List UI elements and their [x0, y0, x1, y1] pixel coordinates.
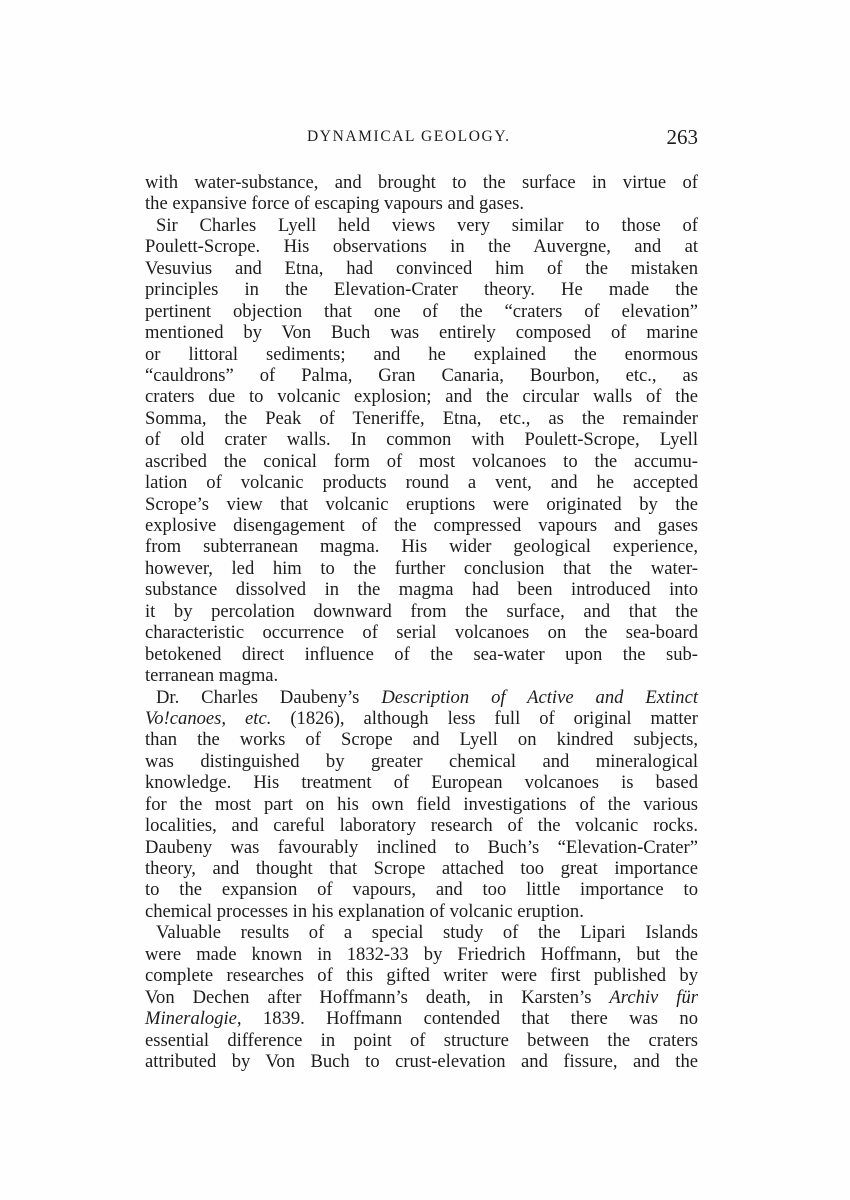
text-line: [145, 408, 698, 429]
text-segment: was distinguished by greater chemical and mineralogical: [145, 750, 698, 772]
text-segment: terranean magma.: [145, 665, 279, 687]
text-segment: chemical processes in his explanation of volcanic eruption.: [145, 900, 584, 922]
running-title: DYNAMICAL GEOLOGY.: [307, 128, 511, 145]
italic-title: Mineralogie: [145, 1008, 237, 1030]
text-segment: mentioned by Von Buch was entirely composed of marine: [145, 322, 698, 344]
text-segment: explosive disengagement of the compressed vapours and gases: [145, 515, 698, 536]
running-head: [145, 126, 698, 148]
text-line: [145, 236, 698, 257]
text-line: [145, 536, 698, 557]
text-line: [145, 1051, 698, 1072]
text-segment: from subterranean magma. His wider geological experience,: [145, 536, 698, 558]
text-line: [145, 301, 698, 322]
text-line: [145, 1008, 698, 1029]
text-line: [145, 494, 698, 515]
text-segment: complete researches of this gifted writer were first published by: [145, 965, 698, 987]
text-line: [145, 601, 698, 622]
text-line: [145, 794, 698, 815]
text-segment: Valuable results of a special study of the Lipari Islands: [156, 922, 698, 944]
text-line: [145, 365, 698, 386]
paragraph-first-line: [145, 687, 698, 708]
text-line: [145, 987, 698, 1008]
text-segment: substance dissolved in the magma had been introduced into: [145, 579, 698, 601]
text-line: [145, 729, 698, 750]
text-line: [145, 193, 698, 214]
text-line: [145, 258, 698, 279]
text-segment: with water-substance, and brought to the surface in virtue of: [145, 172, 698, 193]
text-line: [145, 1030, 698, 1051]
text-line: [145, 386, 698, 407]
text-line: [145, 172, 698, 193]
text-segment: theory, and thought that Scrope attached too great importance: [145, 858, 698, 879]
text-line: [145, 451, 698, 472]
italic-title: Archiv für: [609, 986, 698, 1008]
text-segment: Daubeny was favourably inclined to Buch’s “Elevation-Crater”: [145, 836, 698, 858]
page-number: 263: [666, 125, 698, 149]
text-line: [145, 879, 698, 900]
text-segment: Vesuvius and Etna, had convinced him of the mistaken: [145, 257, 698, 279]
text-segment: essential difference in point of structure between the craters: [145, 1029, 698, 1051]
text-segment: Scrope’s view that volcanic eruptions were originated by the: [145, 493, 698, 515]
text-line: [145, 622, 698, 643]
text-segment: to the expansion of vapours, and too little importance to: [145, 879, 698, 901]
text-line: [145, 965, 698, 986]
text-line: [145, 322, 698, 343]
text-segment: localities, and careful laboratory research of the volcanic rocks.: [145, 815, 698, 837]
text-line: [145, 665, 698, 686]
text-segment: “cauldrons” of Palma, Gran Canaria, Bourbon, etc., as: [145, 364, 698, 386]
text-segment: Von Dechen after Hoffmann’s death, in Karsten’s: [145, 986, 610, 1008]
text-segment: or littoral sediments; and he explained the enormous: [145, 343, 698, 365]
text-segment: than the works of Scrope and Lyell on kindred subjects,: [145, 729, 698, 751]
text-segment: craters due to volcanic explosion; and the circular walls of the: [145, 386, 698, 408]
text-line: [145, 644, 698, 665]
text-segment: , 1839. Hoffmann contended that there was no: [236, 1008, 698, 1030]
text-segment: (1826), although less full of original matter: [271, 707, 698, 729]
text-line: [145, 944, 698, 965]
text-segment: for the most part on his own field investigations of the various: [145, 793, 698, 815]
text-line: [145, 472, 698, 493]
text-segment: principles in the Elevation-Crater theory. He made the: [145, 279, 698, 301]
text-line: [145, 558, 698, 579]
text-segment: pertinent objection that one of the “craters of elevation”: [145, 300, 698, 322]
text-line: [145, 515, 698, 536]
text-segment: knowledge. His treatment of European volcanoes is based: [145, 772, 698, 794]
text-line: [145, 708, 698, 729]
text-line: [145, 858, 698, 879]
text-segment: attributed by Von Buch to crust-elevation and fissure, and the: [145, 1050, 698, 1072]
text-segment: the expansive force of escaping vapours and gases.: [145, 193, 524, 215]
text-segment: of old crater walls. In common with Poulett-Scrope, Lyell: [145, 429, 698, 451]
text-line: [145, 901, 698, 922]
text-line: [145, 344, 698, 365]
text-segment: characteristic occurrence of serial volcanoes on the sea-board: [145, 622, 698, 644]
text-segment: however, led him to the further conclusion that the water-: [145, 557, 698, 579]
text-segment: Sir Charles Lyell held views very similar to those of: [156, 214, 698, 236]
body-text: [145, 172, 698, 1072]
text-segment: lation of volcanic products round a vent, and he accepted: [145, 472, 698, 494]
text-line: [145, 429, 698, 450]
text-segment: ascribed the conical form of most volcanoes to the accumu-: [145, 450, 698, 472]
text-segment: Poulett-Scrope. His observations in the Auvergne, and at: [145, 236, 698, 258]
text-segment: were made known in 1832-33 by Friedrich Hoffmann, but the: [145, 943, 698, 965]
italic-title: Description of Active and Extinct: [381, 686, 698, 708]
italic-title: Vo!canoes, etc.: [145, 707, 272, 729]
text-segment: it by percolation downward from the surface, and that the: [145, 600, 698, 622]
text-line: [145, 837, 698, 858]
text-line: [145, 772, 698, 793]
text-line: [145, 279, 698, 300]
paragraph-first-line: [145, 922, 698, 943]
text-segment: Somma, the Peak of Teneriffe, Etna, etc., as the remainder: [145, 407, 698, 429]
text-segment: Dr. Charles Daubeny’s: [156, 686, 382, 708]
text-segment: betokened direct influence of the sea-water upon the sub-: [145, 643, 698, 665]
paragraph-first-line: [145, 215, 698, 236]
text-line: [145, 815, 698, 836]
text-line: [145, 751, 698, 772]
text-line: [145, 579, 698, 600]
